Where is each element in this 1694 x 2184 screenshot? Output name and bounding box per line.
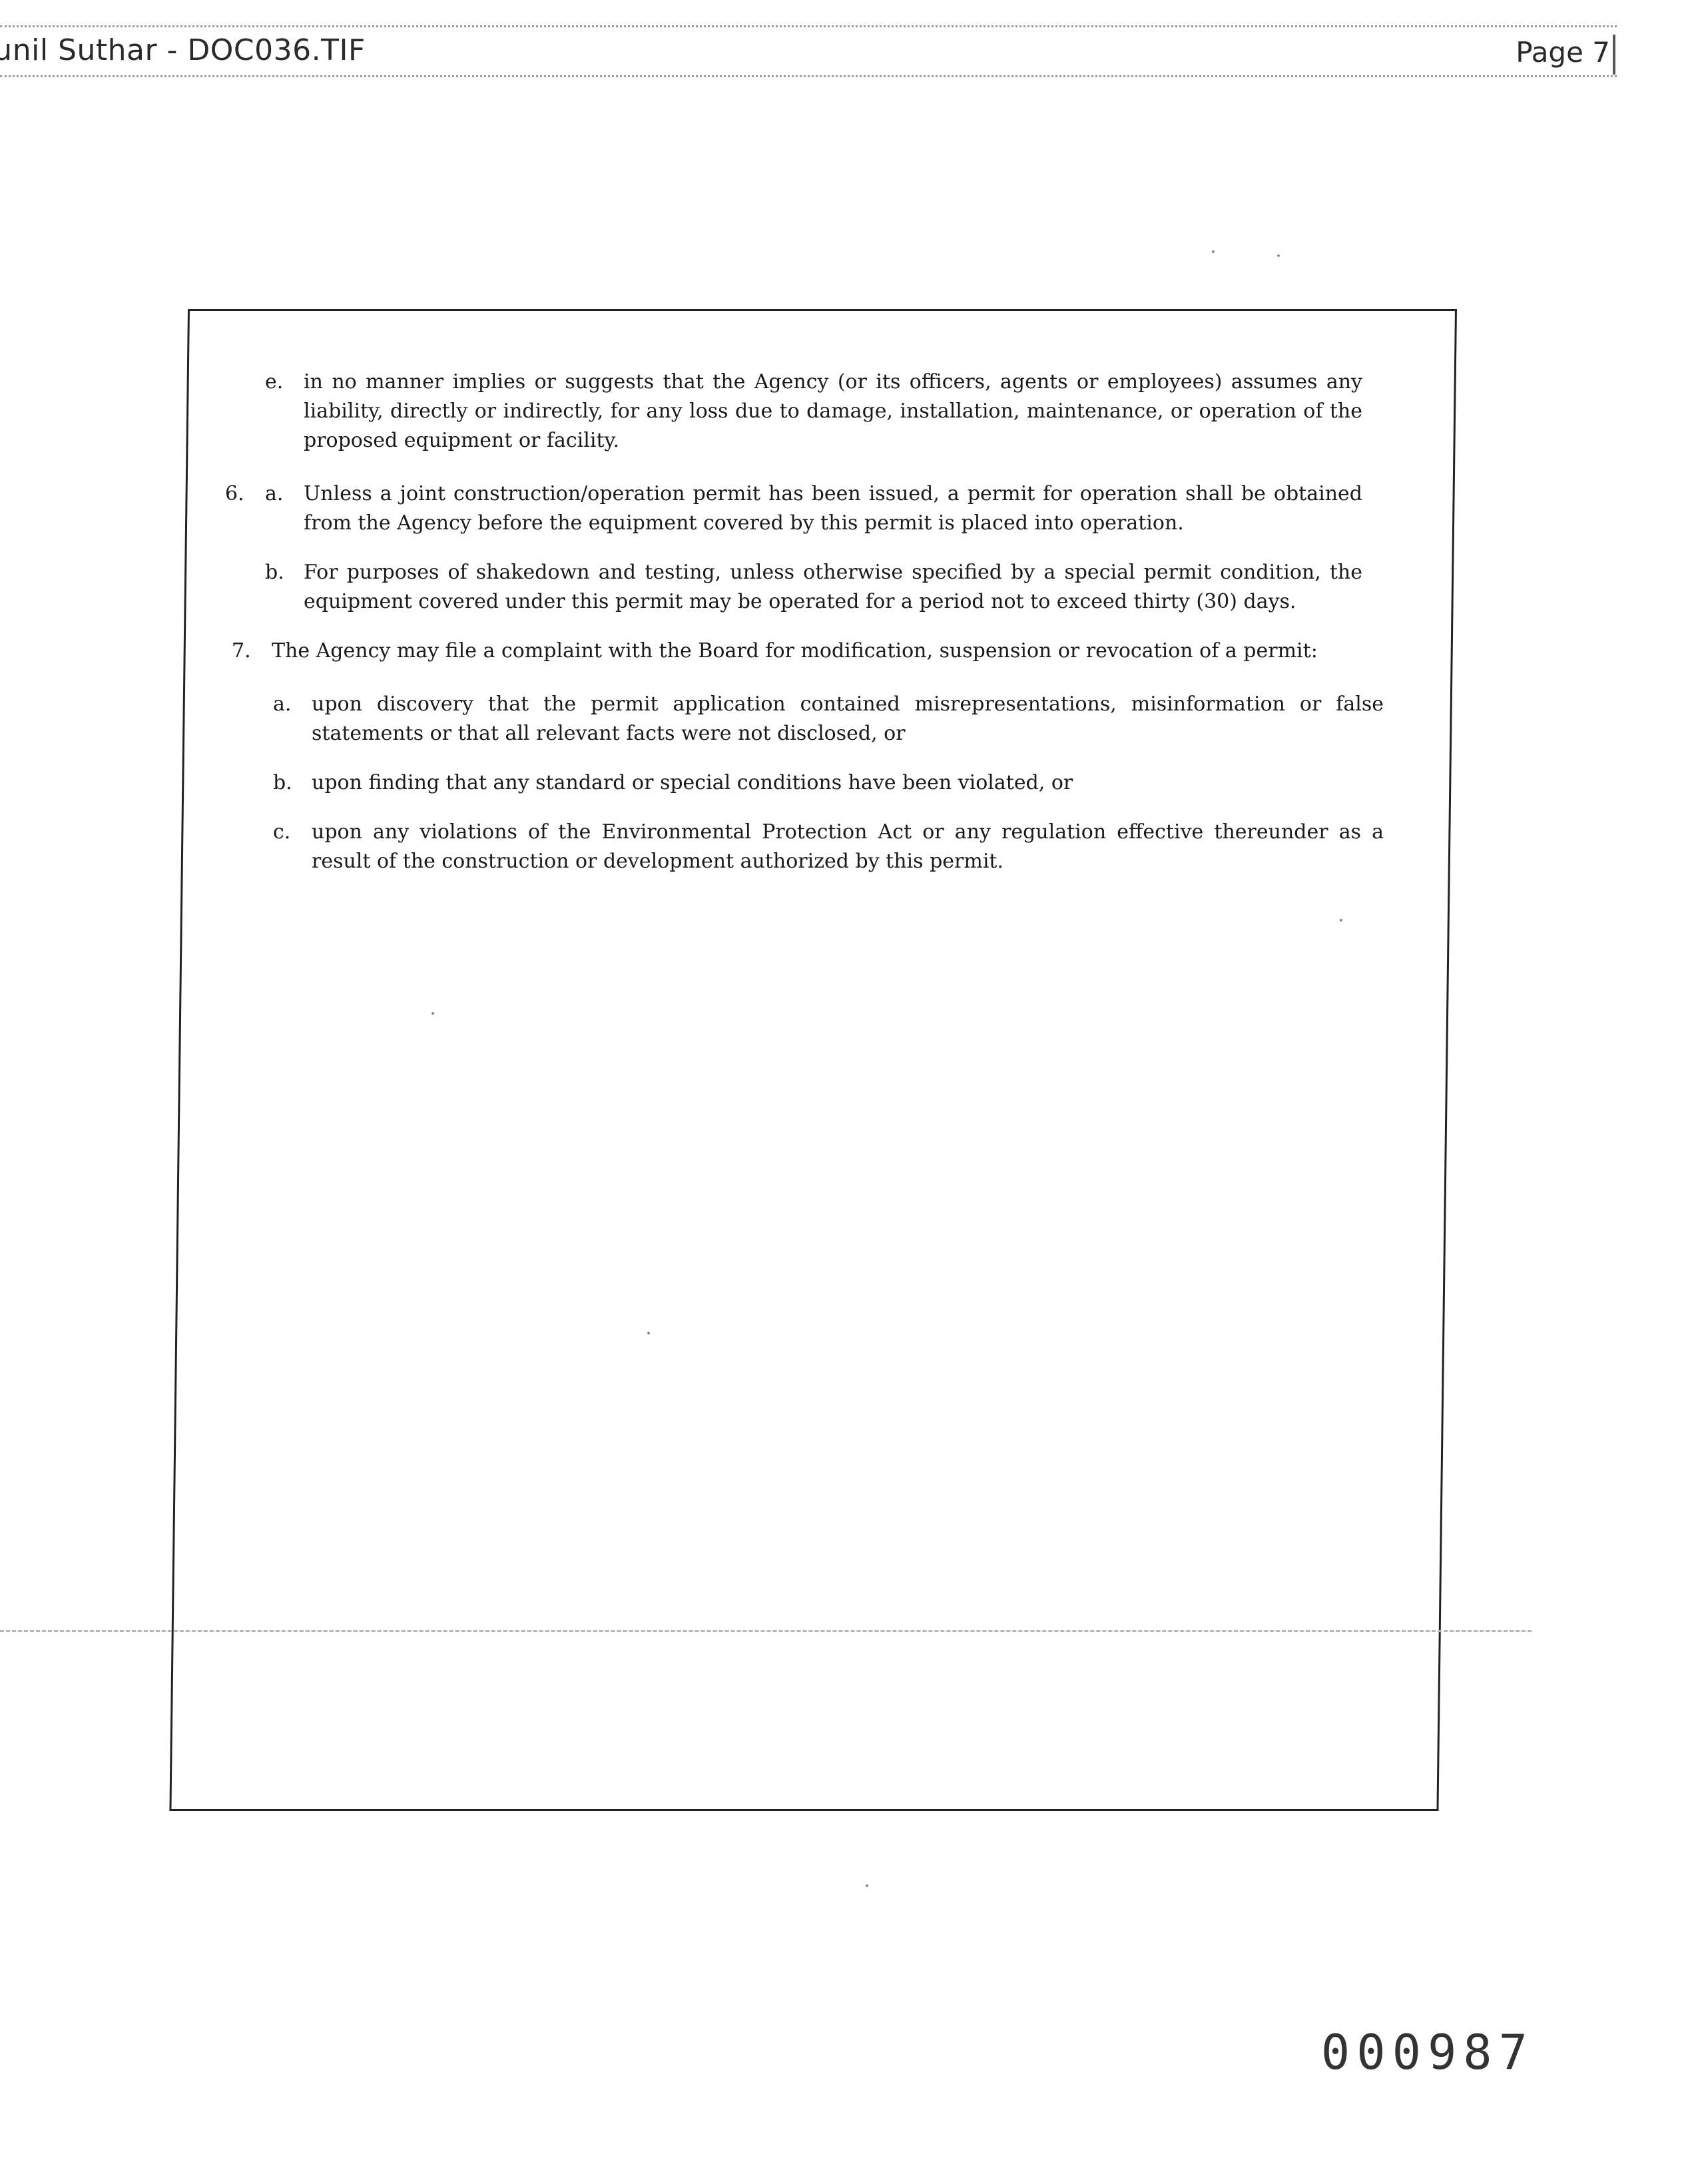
item-marker: b. (273, 771, 292, 794)
condition-7c (273, 818, 1397, 876)
condition-7a (273, 690, 1397, 748)
item-text: The Agency may file a complaint with the Board for modification, suspension or revocation of a permit: (272, 639, 1318, 663)
page-number: Page 7 (1516, 36, 1610, 69)
condition-6a (225, 479, 1397, 538)
scan-speck (647, 1332, 650, 1334)
condition-5e (265, 368, 1397, 455)
item-number: 7. (232, 639, 251, 663)
item-text: For purposes of shakedown and testing, unless otherwise specified by a special permit condition, the equipment covered under this permit may be operated for a period not to exceed thirty (30) days. (304, 561, 1362, 613)
scan-speck (1340, 919, 1342, 922)
item-text: upon any violations of the Environmental Protection Act or any regulation effective thereunder as a result of the construction or development authorized by this permit. (312, 820, 1384, 873)
condition-6b (265, 558, 1397, 617)
bates-number: 000987 (1320, 2024, 1534, 2080)
condition-7 (232, 637, 1397, 666)
condition-7b (273, 768, 1397, 798)
header-edge-mark (1613, 35, 1615, 75)
document-title: ɹnil Suthar - DOC036.TIF (0, 33, 366, 67)
permit-conditions-text (225, 368, 1397, 876)
item-marker: a. (273, 692, 292, 716)
item-marker: c. (273, 820, 291, 844)
scan-speck (431, 1012, 434, 1015)
item-number: 6. (225, 482, 244, 505)
item-marker: a. (265, 482, 284, 505)
scan-artifact-line (0, 1630, 1532, 1632)
item-marker: b. (265, 561, 284, 584)
scan-speck (1212, 250, 1215, 253)
scan-speck (866, 1884, 868, 1887)
item-text: upon finding that any standard or special conditions have been violated, or (312, 771, 1073, 794)
item-text: in no manner implies or suggests that the Agency (or its officers, agents or employees) assumes any liability, directly or indirectly, for any loss due to damage, installation, maintenance, or operation of the proposed equipment or facility. (304, 370, 1362, 452)
item-marker: e. (265, 370, 284, 394)
item-text: upon discovery that the permit application contained misrepresentations, misinformation or false statements or that all relevant facts were not disclosed, or (312, 692, 1384, 745)
scan-speck (1277, 254, 1280, 257)
item-text: Unless a joint construction/operation permit has been issued, a permit for operation shall be obtained from the Agency before the equipment covered by this permit is placed into operation. (304, 482, 1362, 535)
